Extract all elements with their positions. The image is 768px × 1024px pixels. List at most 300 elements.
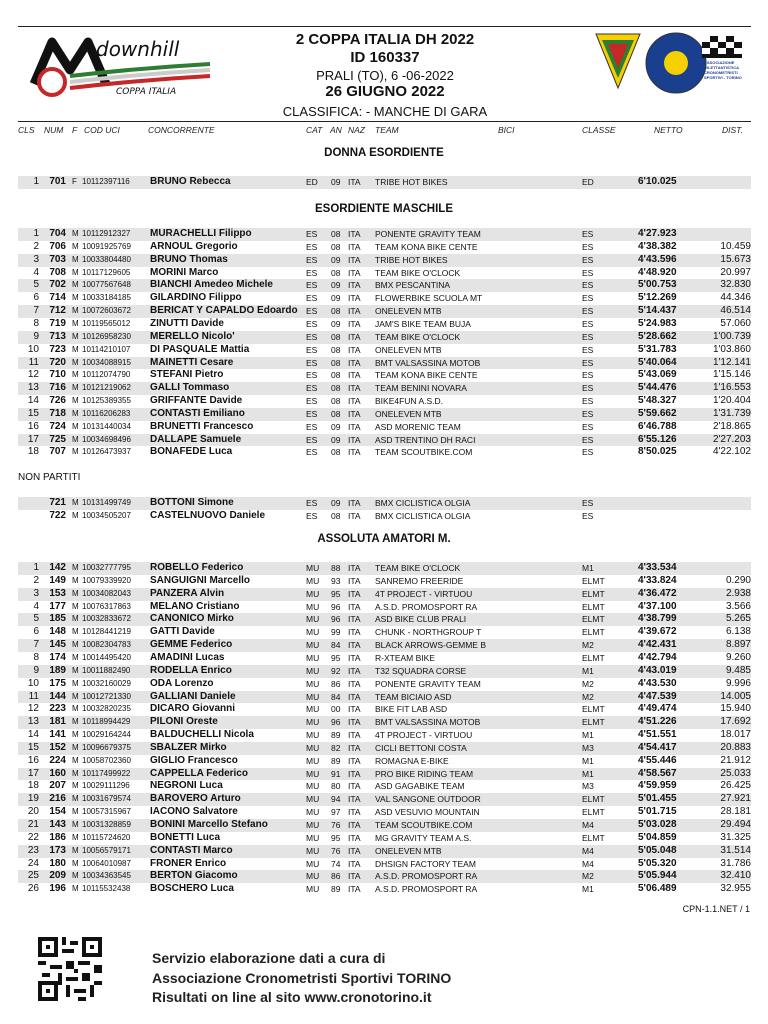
- table-row: [18, 832, 751, 845]
- cell-dist: 31.514: [720, 844, 751, 856]
- cell-sex: M: [72, 640, 79, 650]
- cell-year: 08: [331, 357, 341, 368]
- cell-cls: 1: [33, 562, 39, 573]
- cell-cls: 2: [33, 240, 39, 252]
- cell-uci: 10014495420: [82, 652, 131, 662]
- cell-year: 08: [331, 344, 341, 355]
- col-classe: CLASSE: [582, 125, 616, 135]
- cell-team: TRIBE HOT BIKES: [375, 177, 448, 187]
- cell-netto: 5'44.476: [638, 382, 677, 394]
- cell-num: 708: [49, 266, 66, 278]
- col-an: AN: [330, 125, 342, 135]
- cell-year: 08: [331, 241, 341, 252]
- footer-website-line[interactable]: Risultati on line al sito www.cronotorino.it: [152, 989, 432, 1005]
- cell-netto: 4'33.824: [638, 574, 677, 586]
- cell-dist: 1'00.739: [712, 330, 751, 342]
- cell-team: ASD BIKE CLUB PRALI: [375, 614, 467, 625]
- table-row: [18, 510, 751, 523]
- cell-dist: 2'18.865: [712, 420, 751, 432]
- cell-naz: ITA: [348, 383, 361, 394]
- cell-sex: M: [72, 884, 79, 894]
- cell-uci: 10057315967: [82, 807, 131, 817]
- cell-year: 08: [331, 370, 341, 381]
- cell-naz: ITA: [348, 704, 361, 715]
- cell-cat: ES: [306, 293, 318, 304]
- cell-cat: MU: [306, 691, 320, 702]
- cell-cat: ES: [306, 280, 318, 291]
- cell-sex: M: [72, 845, 79, 855]
- cell-netto: 5'24.983: [638, 317, 677, 329]
- cell-uci: 10029164244: [82, 730, 131, 740]
- cell-num: 722: [49, 509, 66, 521]
- col-bici: BICI: [498, 125, 515, 135]
- cell-classe: M2: [582, 678, 594, 689]
- cell-netto: 6'55.126: [638, 433, 677, 445]
- cell-team: T32 SQUADRA CORSE: [375, 665, 467, 676]
- table-row: [18, 331, 751, 344]
- cell-name: PILONI Oreste: [150, 716, 218, 728]
- cell-cls: 10: [27, 343, 39, 355]
- cell-cat: MU: [306, 807, 320, 818]
- cell-team: CHUNK - NORTHGROUP T: [375, 627, 482, 638]
- cell-naz: ITA: [348, 730, 361, 741]
- cell-team: TEAM SCOUTBIKE.COM: [375, 447, 473, 458]
- table-row: [18, 446, 751, 459]
- cell-name: DICARO Giovanni: [150, 703, 236, 715]
- cell-cls: 16: [27, 754, 39, 766]
- cell-naz: ITA: [348, 768, 361, 779]
- cell-sex: M: [72, 588, 79, 598]
- cell-cls: 8: [33, 651, 39, 663]
- cell-cls: 1: [33, 228, 39, 239]
- cell-name: CONTASTI Marco: [150, 844, 233, 856]
- cell-dist: 25.033: [720, 767, 751, 779]
- cell-cat: MU: [306, 742, 320, 753]
- cell-dist: 27.921: [720, 793, 751, 805]
- cell-name: CASTELNUOVO Daniele: [150, 509, 266, 521]
- cell-netto: 8'50.025: [638, 446, 677, 458]
- cell-cls: 3: [33, 253, 39, 265]
- cell-netto: 4'42.431: [638, 639, 677, 651]
- cell-year: 09: [331, 318, 341, 329]
- cell-sex: M: [72, 331, 79, 341]
- cell-year: 09: [331, 498, 341, 508]
- cell-dist: 18.017: [720, 729, 751, 741]
- cell-dist: 20.997: [720, 266, 751, 278]
- cell-cat: ED: [306, 177, 318, 187]
- cell-sex: M: [72, 614, 79, 624]
- cell-cls: 26: [27, 883, 39, 895]
- cell-name: DI PASQUALE Mattia: [150, 343, 250, 355]
- cell-classe: ES: [582, 331, 594, 342]
- cell-year: 08: [331, 267, 341, 278]
- cell-uci: 10131440034: [82, 421, 131, 431]
- cell-classe: ELMT: [582, 614, 605, 625]
- cell-sex: M: [72, 755, 79, 765]
- cell-netto: 4'33.534: [638, 562, 677, 573]
- cell-naz: ITA: [348, 318, 361, 329]
- cell-name: BOTTONI Simone: [150, 497, 234, 508]
- cell-num: 160: [49, 767, 66, 779]
- cell-classe: ELMT: [582, 704, 605, 715]
- cell-netto: 5'59.662: [638, 407, 677, 419]
- cell-sex: M: [72, 318, 79, 328]
- cell-netto: 4'27.923: [638, 228, 677, 239]
- cell-sex: M: [72, 575, 79, 585]
- cell-classe: M4: [582, 820, 594, 830]
- cell-sex: M: [72, 704, 79, 714]
- cell-cls: 23: [27, 844, 39, 856]
- cell-sex: M: [72, 396, 79, 406]
- table-row: [18, 408, 751, 421]
- logo-subtext: COPPA ITALIA: [116, 87, 177, 97]
- cell-cat: ES: [306, 408, 318, 419]
- cell-naz: ITA: [348, 884, 361, 895]
- cell-uci: 10033804480: [82, 254, 131, 264]
- cell-uci: 10082304783: [82, 640, 131, 650]
- cell-team: DHSIGN FACTORY TEAM: [375, 858, 476, 869]
- cell-uci: 10072603672: [82, 306, 131, 316]
- cell-team: TEAM BENINI NOVARA: [375, 383, 467, 394]
- cell-year: 00: [331, 704, 341, 715]
- cell-cat: ES: [306, 396, 318, 407]
- cell-netto: 6'46.788: [638, 420, 677, 432]
- cell-cls: 12: [27, 703, 39, 715]
- cell-naz: ITA: [348, 678, 361, 689]
- cell-dist: 2'27.203: [712, 433, 751, 445]
- cell-num: 175: [49, 677, 66, 689]
- cell-netto: 5'04.859: [638, 831, 677, 843]
- cell-year: 09: [331, 177, 341, 187]
- cell-name: ARNOUL Gregorio: [150, 240, 238, 252]
- cell-classe: M1: [582, 755, 594, 766]
- cell-year: 91: [331, 768, 341, 779]
- cell-classe: M2: [582, 871, 594, 882]
- cell-cls: 9: [33, 664, 39, 676]
- cell-sex: M: [72, 652, 79, 662]
- cell-netto: 4'51.226: [638, 716, 677, 728]
- cell-name: BERICAT Y CAPALDO Edoardo: [150, 305, 298, 317]
- cell-cat: MU: [306, 858, 320, 869]
- col-dist: DIST.: [722, 125, 743, 135]
- cell-naz: ITA: [348, 627, 361, 638]
- cell-cls: 16: [27, 420, 39, 432]
- cell-uci: 10032160029: [82, 678, 131, 688]
- cell-dist: 9.485: [725, 664, 751, 676]
- cell-naz: ITA: [348, 781, 361, 792]
- cell-naz: ITA: [348, 370, 361, 381]
- event-title: 2 COPPA ITALIA DH 2022: [295, 31, 475, 48]
- cell-team: FLOWERBIKE SCUOLA MT: [375, 293, 483, 304]
- cell-uci: 10034363545: [82, 871, 131, 881]
- cell-year: 08: [331, 510, 341, 521]
- cell-classe: ELMT: [582, 807, 605, 818]
- cell-classe: M1: [582, 665, 594, 676]
- cell-naz: ITA: [348, 396, 361, 407]
- cell-name: MELANO Cristiano: [150, 600, 240, 612]
- cell-uci: 10034088915: [82, 357, 131, 367]
- cell-team: TEAM BIKE O'CLOCK: [375, 267, 461, 278]
- cell-num: 207: [49, 780, 66, 792]
- cell-team: A.S.D. PROMOSPORT RA: [375, 884, 478, 895]
- cell-year: 94: [331, 794, 341, 805]
- cell-dist: 14.005: [720, 690, 751, 702]
- cell-num: 716: [49, 382, 66, 394]
- cell-team: TEAM BICIAIO ASD: [375, 691, 452, 702]
- table-row: [18, 703, 751, 716]
- cell-team: BLACK ARROWS-GEMME B: [375, 640, 486, 651]
- table-row: [18, 318, 751, 331]
- cell-sex: M: [72, 293, 79, 303]
- cell-cls: 14: [27, 395, 39, 407]
- cell-name: AMADINI Lucas: [150, 651, 225, 663]
- cell-naz: ITA: [348, 563, 361, 573]
- table-row: [18, 793, 751, 806]
- cell-dist: 57.060: [720, 317, 751, 329]
- cell-naz: ITA: [348, 820, 361, 830]
- cell-team: VAL SANGONE OUTDOOR: [375, 794, 481, 805]
- cell-cls: 22: [27, 831, 39, 843]
- cell-year: 82: [331, 742, 341, 753]
- cell-sex: M: [72, 627, 79, 637]
- cell-sex: M: [72, 781, 79, 791]
- cell-naz: ITA: [348, 832, 361, 843]
- cell-year: 08: [331, 408, 341, 419]
- cell-naz: ITA: [348, 807, 361, 818]
- header-rule: [18, 121, 751, 122]
- cell-name: PANZERA Alvin: [150, 587, 225, 599]
- cell-classe: ELMT: [582, 832, 605, 843]
- cell-classe: M2: [582, 640, 594, 651]
- cell-netto: 4'51.551: [638, 729, 677, 741]
- cell-name: BALDUCHELLI Nicola: [150, 729, 254, 741]
- table-row: [18, 562, 751, 575]
- cell-year: 96: [331, 614, 341, 625]
- cell-uci: 10031679574: [82, 794, 131, 804]
- cell-num: 177: [49, 600, 66, 612]
- cell-classe: ES: [582, 408, 594, 419]
- cell-name: BRUNO Rebecca: [150, 176, 231, 187]
- cell-name: SBALZER Mirko: [150, 741, 227, 753]
- cell-classe: M1: [582, 884, 594, 895]
- cell-year: 80: [331, 781, 341, 792]
- cell-num: 712: [49, 305, 66, 317]
- cell-team: R-XTEAM BIKE: [375, 652, 435, 663]
- cell-uci: 10032777795: [82, 563, 131, 572]
- cell-dist: 44.346: [720, 292, 751, 304]
- classification-title: CLASSIFICA: - MANCHE DI GARA: [282, 104, 488, 119]
- cell-dist: 6.138: [725, 626, 751, 638]
- cell-num: 707: [49, 446, 66, 458]
- cell-team: ROMAGNA E-BIKE: [375, 755, 449, 766]
- cell-cls: 4: [33, 600, 39, 612]
- col-sex: F: [72, 125, 78, 135]
- cell-team: ONELEVEN MTB: [375, 408, 442, 419]
- cell-classe: M2: [582, 691, 594, 702]
- cell-netto: 4'38.799: [638, 613, 677, 625]
- cell-uci: 10119565012: [82, 318, 131, 328]
- cell-team: BIKE FIT LAB ASD: [375, 704, 448, 715]
- cell-sex: M: [72, 858, 79, 868]
- cell-classe: ES: [582, 370, 594, 381]
- cell-name: STEFANI Pietro: [150, 369, 224, 381]
- cell-num: 710: [49, 369, 66, 381]
- cell-year: 89: [331, 755, 341, 766]
- cell-uci: 10031328859: [82, 820, 131, 829]
- cell-dist: 9.260: [725, 651, 751, 663]
- cell-uci: 10126473937: [82, 447, 131, 457]
- event-location: PRALI (TO), 6 -06-2022: [316, 68, 454, 83]
- cell-year: 86: [331, 871, 341, 882]
- cell-num: 173: [49, 844, 66, 856]
- table-row: [18, 806, 751, 819]
- cell-naz: ITA: [348, 331, 361, 342]
- cell-netto: 5'43.069: [638, 369, 677, 381]
- cell-team: TEAM KONA BIKE CENTE: [375, 241, 478, 252]
- cell-naz: ITA: [348, 845, 361, 856]
- table-row: [18, 870, 751, 883]
- cell-uci: 10033184185: [82, 293, 131, 303]
- cell-cat: ES: [306, 370, 318, 381]
- cell-cls: 17: [27, 767, 39, 779]
- qr-code-icon: [38, 937, 102, 1001]
- cell-uci: 10056579171: [82, 845, 131, 855]
- cell-classe: ELMT: [582, 652, 605, 663]
- cell-naz: ITA: [348, 691, 361, 702]
- cell-sex: M: [72, 768, 79, 778]
- cell-name: FRONER Enrico: [150, 857, 227, 869]
- cell-uci: 10112912327: [82, 229, 131, 238]
- cell-naz: ITA: [348, 601, 361, 612]
- cell-cat: ES: [306, 331, 318, 342]
- cell-uci: 10131499749: [82, 498, 131, 507]
- cell-netto: 5'28.662: [638, 330, 677, 342]
- cell-num: 720: [49, 356, 66, 368]
- cell-classe: ES: [582, 498, 594, 508]
- downhill-logo: [30, 36, 215, 98]
- cell-year: 74: [331, 858, 341, 869]
- cell-team: BMT VALSASSINA MOTOB: [375, 717, 481, 728]
- cell-name: ODA Lorenzo: [150, 677, 214, 689]
- cell-year: 84: [331, 640, 341, 651]
- cell-dist: 46.514: [720, 305, 751, 317]
- cell-team: PRO BIKE RIDING TEAM: [375, 768, 474, 779]
- cell-uci: 10034082043: [82, 588, 131, 598]
- cell-dist: 0.290: [725, 574, 751, 586]
- cell-classe: ED: [582, 177, 594, 187]
- cell-netto: 4'49.474: [638, 703, 677, 715]
- cell-sex: M: [72, 871, 79, 881]
- cell-uci: 10116206283: [82, 408, 131, 418]
- cell-cat: ES: [306, 306, 318, 317]
- cell-cls: 1: [33, 176, 39, 187]
- cell-team: 4T PROJECT - VIRTUOU: [375, 588, 473, 599]
- cell-classe: ELMT: [582, 627, 605, 638]
- event-id: ID 160337: [350, 49, 420, 66]
- table-row: [18, 267, 751, 280]
- cell-naz: ITA: [348, 665, 361, 676]
- cell-cls: 9: [33, 330, 39, 342]
- cell-netto: 5'05.944: [638, 870, 677, 882]
- cell-naz: ITA: [348, 640, 361, 651]
- cell-num: 174: [49, 651, 66, 663]
- cell-dist: 1'16.553: [712, 382, 751, 394]
- cell-cat: MU: [306, 614, 320, 625]
- cell-year: 88: [331, 563, 341, 573]
- cell-cls: 5: [33, 613, 39, 625]
- cell-name: MORINI Marco: [150, 266, 219, 278]
- cell-dist: 4'22.102: [712, 446, 751, 458]
- cell-uci: 10128441219: [82, 627, 131, 637]
- cell-name: BRUNETTI Francesco: [150, 420, 254, 432]
- cell-cat: MU: [306, 781, 320, 792]
- cell-year: 08: [331, 331, 341, 342]
- table-row: [18, 382, 751, 395]
- cell-naz: ITA: [348, 267, 361, 278]
- cell-cls: 4: [33, 266, 39, 278]
- cell-netto: 5'05.320: [638, 857, 677, 869]
- cell-num: 185: [49, 613, 66, 625]
- cell-num: 189: [49, 664, 66, 676]
- cell-classe: ES: [582, 267, 594, 278]
- cell-cls: 15: [27, 741, 39, 753]
- cell-naz: ITA: [348, 575, 361, 586]
- cell-sex: M: [72, 665, 79, 675]
- col-team: TEAM: [375, 125, 399, 135]
- cell-num: 724: [49, 420, 66, 432]
- cell-sex: M: [72, 832, 79, 842]
- cell-cat: MU: [306, 730, 320, 741]
- cell-num: 180: [49, 857, 66, 869]
- cell-cat: MU: [306, 601, 320, 612]
- cell-num: 141: [49, 729, 66, 741]
- cell-sex: M: [72, 280, 79, 290]
- cell-classe: ES: [582, 254, 594, 265]
- cell-year: 86: [331, 678, 341, 689]
- cell-name: NEGRONI Luca: [150, 780, 223, 792]
- cell-year: 09: [331, 293, 341, 304]
- cell-dist: 1'12.141: [712, 356, 751, 368]
- cell-num: 721: [49, 497, 66, 508]
- cell-sex: M: [72, 678, 79, 688]
- cell-netto: 4'43.019: [638, 664, 677, 676]
- cell-netto: 4'59.959: [638, 780, 677, 792]
- footer-service-line: Servizio elaborazione dati a cura di: [152, 950, 386, 966]
- cell-naz: ITA: [348, 421, 361, 432]
- cell-sex: M: [72, 717, 79, 727]
- cell-num: 706: [49, 240, 66, 252]
- cell-sex: M: [72, 510, 79, 520]
- cell-name: BIANCHI Amedeo Michele: [150, 279, 273, 291]
- cell-year: 97: [331, 807, 341, 818]
- cell-sex: M: [72, 807, 79, 817]
- cell-name: MURACHELLI Filippo: [150, 228, 252, 239]
- cell-name: BONINI Marcello Stefano: [150, 819, 268, 830]
- cell-year: 09: [331, 254, 341, 265]
- cell-name: GALLI Tommaso: [150, 382, 230, 394]
- table-row: [18, 729, 751, 742]
- cell-cat: MU: [306, 794, 320, 805]
- table-row: [18, 176, 751, 189]
- cell-year: 08: [331, 229, 341, 239]
- page-reference: CPN-1.1.NET / 1: [682, 904, 750, 914]
- cell-year: 95: [331, 652, 341, 663]
- cell-netto: 5'31.783: [638, 343, 677, 355]
- table-row: [18, 305, 751, 318]
- cell-num: 714: [49, 292, 66, 304]
- cell-num: 153: [49, 587, 66, 599]
- cell-cls: 11: [28, 690, 39, 702]
